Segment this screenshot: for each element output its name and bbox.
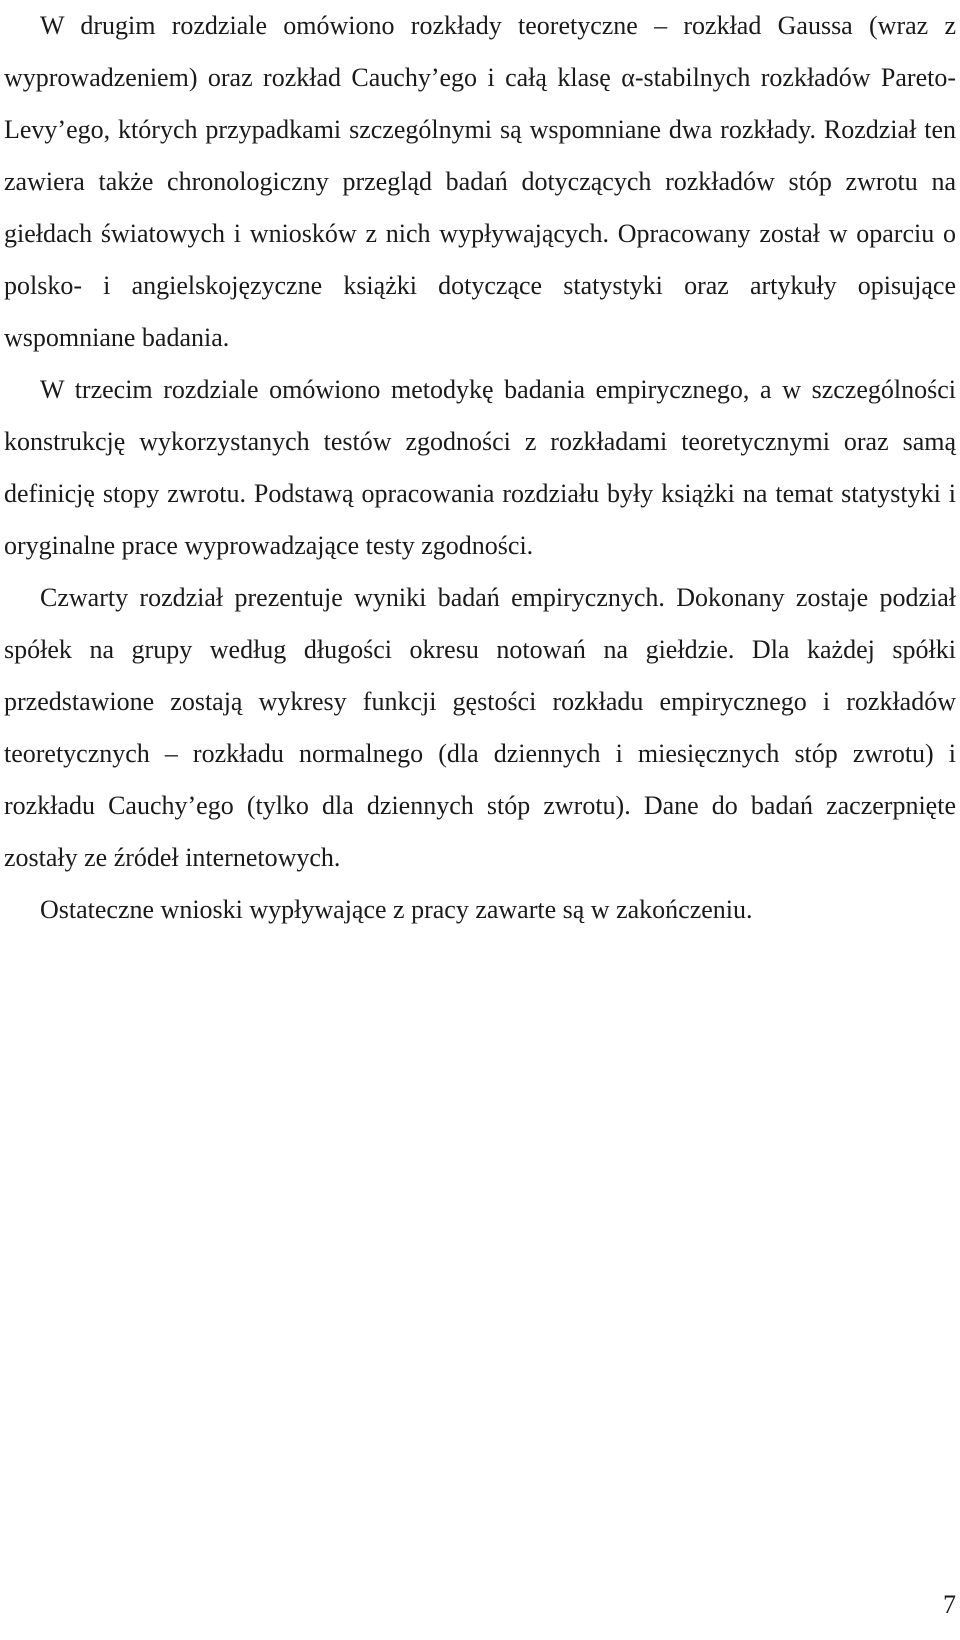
paragraph-chapter-four: Czwarty rozdział prezentuje wyniki badań empirycznych. Dokonany zostaje podział spółek na grupy według długości okresu notowań na giełdzie. Dla każdej spółki przedstawione zostają wykresy funkcji gęstości rozkładu empirycznego i rozkładów teoretycznych – rozkładu normalnego (dla dziennych i miesięcznych stóp zwrotu) i rozkładu Cauchy’ego (tylko dla dziennych stóp zwrotu). Dane do badań zaczerpnięte zostały ze źródeł internetowych. [4,583,956,872]
document-body [4,0,956,936]
paragraph-chapter-two: W drugim rozdziale omówiono rozkłady teoretyczne – rozkład Gaussa (wraz z wyprowadzeniem) oraz rozkład Cauchy’ego i całą klasę α-stabilnych rozkładów Pareto-Levy’ego, których przypadkami szczególnymi są wspomniane dwa rozkłady. Rozdział ten zawiera także chronologiczny przegląd badań dotyczących rozkładów stóp zwrotu na giełdach światowych i wniosków z nich wypływających. Opracowany został w oparciu o polsko- i angielskojęzyczne książki dotyczące statystyki oraz artykuły opisujące wspomniane badania. [4,11,956,352]
page-number: 7 [943,1590,956,1619]
paragraph-chapter-three: W trzecim rozdziale omówiono metodykę badania empirycznego, a w szczególności konstrukcję wykorzystanych testów zgodności z rozkładami teoretycznymi oraz samą definicję stopy zwrotu. Podstawą opracowania rozdziału były książki na temat statystyki i oryginalne prace wyprowadzające testy zgodności. [4,375,956,560]
paragraph-conclusions: Ostateczne wnioski wypływające z pracy zawarte są w zakończeniu. [40,895,753,924]
